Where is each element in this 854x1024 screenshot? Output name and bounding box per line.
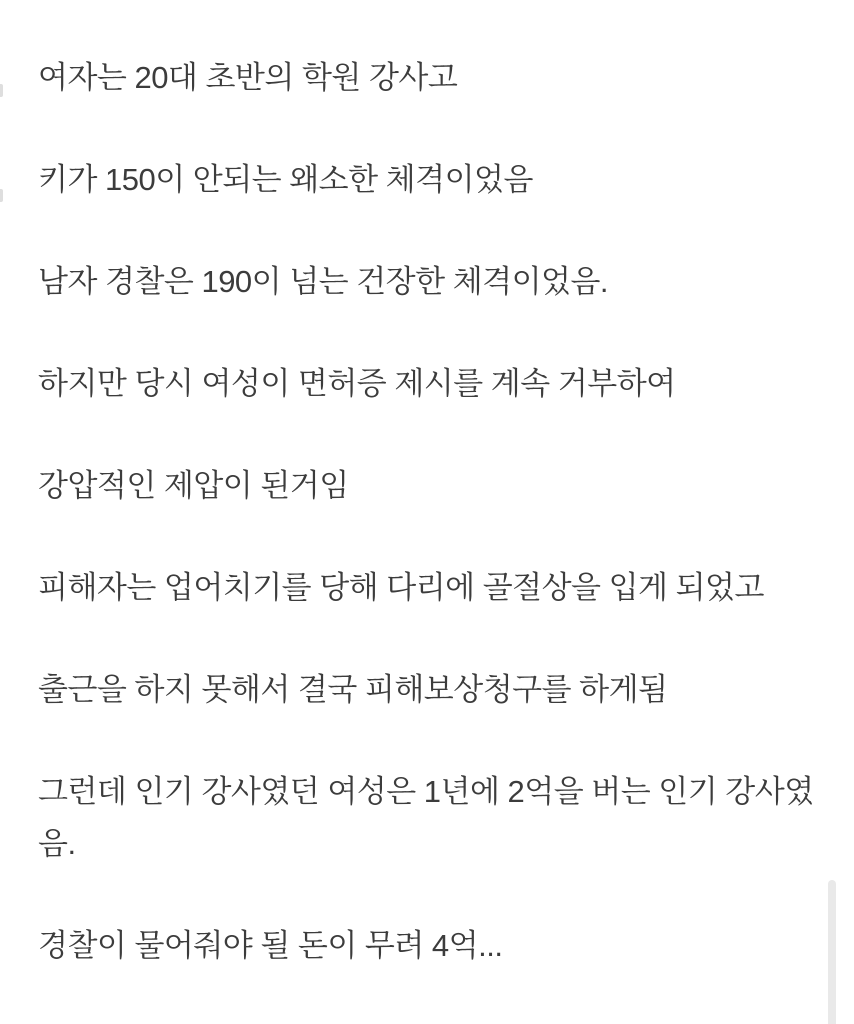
post-body <box>38 52 817 1022</box>
post-paragraph: 키가 150이 안되는 왜소한 체격이었음 <box>38 162 533 197</box>
post-paragraph: 여자는 20대 초반의 학원 강사고 <box>38 60 458 95</box>
post-paragraph: 하지만 당시 여성이 면허증 제시를 계속 거부하여 <box>38 366 676 401</box>
post-paragraph: 경찰이 물어줘야 될 돈이 무려 4억... <box>38 928 503 963</box>
post-paragraph: 그런데 인기 강사였던 여성은 1년에 2억을 버는 인기 강사였음. <box>38 774 814 861</box>
post-paragraph: 남자 경찰은 190이 넘는 건장한 체격이었음. <box>38 264 609 299</box>
scrollbar-thumb[interactable] <box>828 880 836 1024</box>
post-paragraph: 출근을 하지 못해서 결국 피해보상청구를 하게됨 <box>38 672 668 707</box>
left-edge-artifact <box>0 84 3 97</box>
post-paragraph: 강압적인 제압이 된거임 <box>38 468 349 503</box>
left-edge-artifact <box>0 189 3 202</box>
post-paragraph: 피해자는 업어치기를 당해 다리에 골절상을 입게 되었고 <box>38 570 764 605</box>
